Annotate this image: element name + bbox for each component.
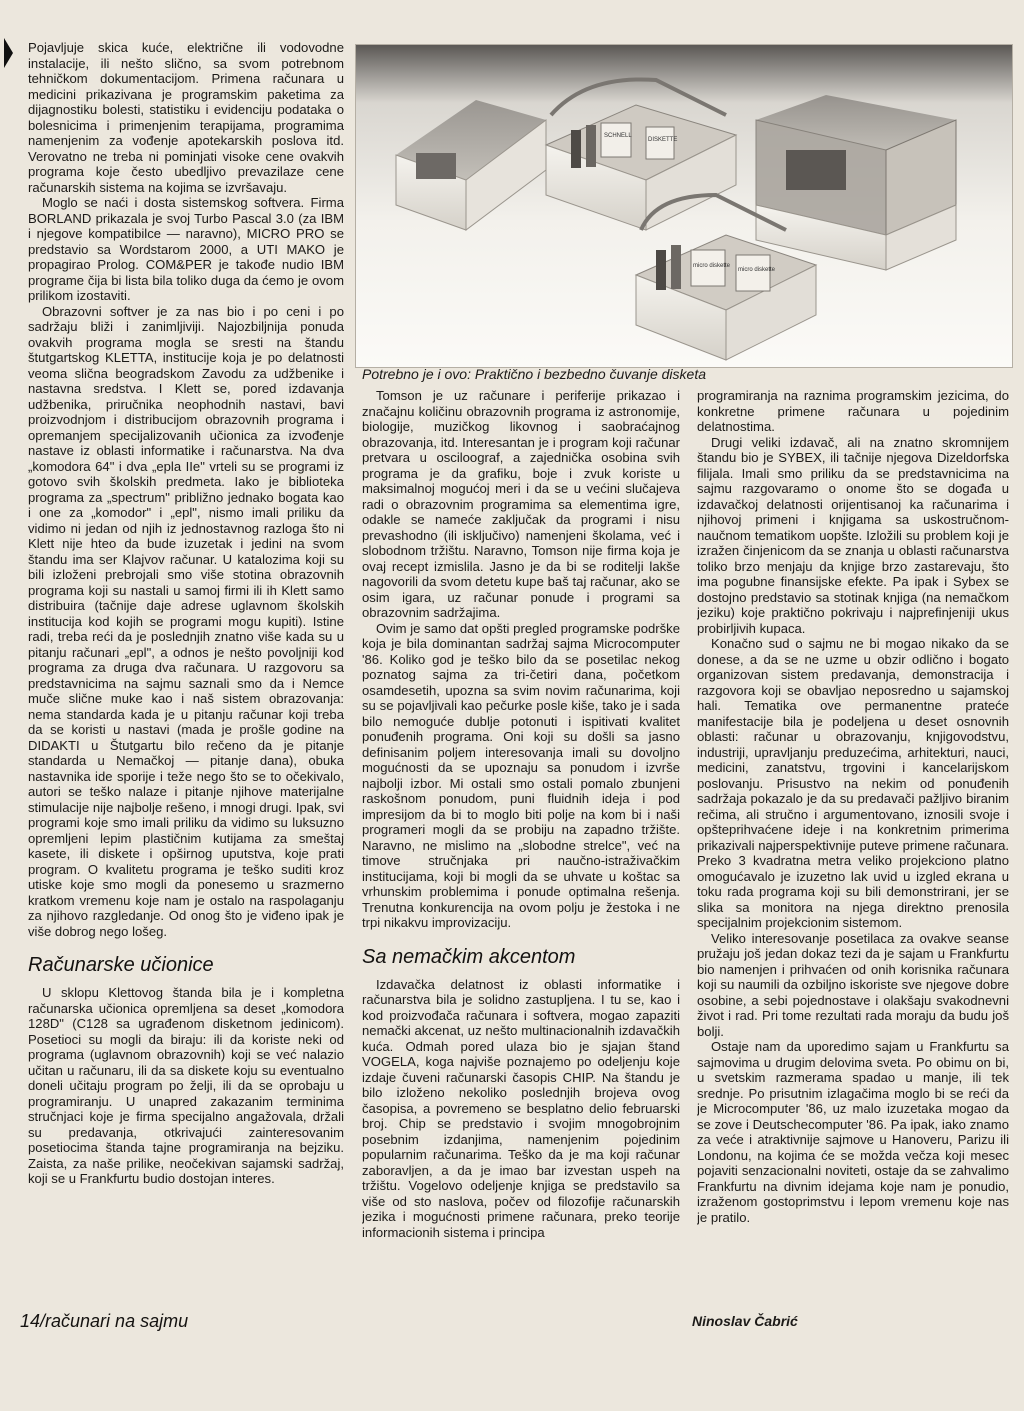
col3-paragraph-1: programiranja na raznima programskim jezicima, do konkretne primene računara u pojedinim delatnostima. xyxy=(697,388,1009,434)
col2-paragraph-1: Tomson je uz računare i periferije prikazao i značajnu količinu obrazovnih programa iz astronomije, biologije, muzičkog likovnog i saobraćajnog obrazovanja, itd. Interesantan je i program koji računar pretvara u osciloograf, a zajednička osobina svih programa je da grafiku, boje i zvuk koriste u maksimalnoj mogućoj meri i da se u većini slučajeva radi o obrazovnim programima sa elementima igre, odakle se namеće zaključak da programi i nisu prevashodno (ili isključivo) namenjeni školama, već i slobodnom tržištu. Naravno, Tomson nije firma koja je ovaj recept izmislila. Jasno je da bi se roditelji lakše nagovorili da svom detetu kupe baš taj računar, ako se osim igara, uz računar ponude i programi sa obrazovnim sadržajima. xyxy=(362,388,680,620)
photo-caption: Potrebno je i ovo: Praktično i bezbedno čuvanje disketa xyxy=(362,366,706,382)
col2-paragraph-2: Ovim je samo dat opšti pregled programske podrške koja je bila dominantan sadržaj sajma Microcomputer '86. Koliko god je teško bilo da se posetilac nekog poznatog sajma za tri-četiri dana, početkom osamdesetih, upozna sa svim novim računarima, koji su se pojavljivali kao pečurke posle kiše, tako je i sada bilo nemoguće dublje potonuti i ispitivati kvalitet ponuđenih programa. Oni koji su došli sa jasno definisanim poljem interesovanja imali su dovoljno mogućnosti da se upoznaju sa ponudom i izvrše najbolji izbor. Mi ostali smo ostali pomalo zbunjeni raskošnom ponudom, puni fluidnih ideja i pod impresijom da bi to moglo biti polje na kom bi i naši programeri mogli da se probiju na zapadno tržište. Naravno, ne mislimo na „slobodne strelce", već na timove stručnjaka pri naučno-istraživačkim institucijama, koji bi mogli da se uhvate u koštac sa vrhunskim problemima i ponude optimalna rešenja. Trenutna konkurencija na ovom polju je žestoka i ne trpi nikakvu improvizaciju. xyxy=(362,620,680,930)
column-1 xyxy=(28,40,344,1302)
col3-paragraph-2: Drugi veliki izdavač, ali na znatno skromnijem štandu bio je SYBEX, ili tačnije njegova Dizeldorfska filijala. Imali smo priliku da se predstavnicima na sajmu razgovaramo o onome što se događa u izdavačkoj delatnosti orijentisanoj ka računarima i njihovoj primeni i knjigama sa uskostručnom-naučnom tematikom uopšte. Izložili su problem koji je izražen činjenicom da se znanja u oblasti računarstva toliko brzo menjaju da knjige brzo zastarevaju, što ima pogubne finansijske efekte. Pa ipak i Sybex se dostojno predstavio sa stotinak knjiga (na nemačkom jeziku) koje praktično pokrivaju i najprefinjeniji ukus probirljivih kupaca. xyxy=(697,434,1009,636)
col3-paragraph-4: Veliko interesovanje posetilaca za ovakve seanse pružaju još jedan dokaz tezi da je sajam u Frankfurtu bio namenjen i prihvaćen od onih korisnika računara koji su naumili da ozbiljno iskoriste sve njegove dobre osobine, a sebi pojednostave i olakšaju svakodnevni život i rad. Pri tome rezultati rada moraju da budu još bolji. xyxy=(697,930,1009,1039)
diskette-label-d: DISKETTE xyxy=(648,137,678,143)
column-3 xyxy=(697,388,1009,1306)
col3-paragraph-3: Konačno sud o sajmu ne bi mogao nikako da se donese, a da se ne uzme u obzir odlično i bogato organizovan sistem predavanja, demonstracija i razgovora koji se obavljao neposredno u sajamskoj hali. Tematika ove permanentne prateće manifestacije bila je podeljena u deset osnovnih oblasti: računar u obrazovanju, knjigovodstvu, industriji, upravljanju preduzećima, arhitekturi, nauci, medicini, zanatstvu, trgovini i kancelarijskom poslovanju. Prisustvo na nekim od ponuđenih sadržaja pokazalo je da su predavači pažljivo biranim rečima, ali stručno i argumentovano, iznosili svoje i opšteprihvaćene ideje i na konkretnim primerima prikazivali najperspektivnije puteve primene računara. Preko 3 kvadratna metra veliko projekciono platno omogućavalo je izuzetno lak uvid u izgled ekrana u toku rada programa koji su bili demonstrirani, jer se slika sa monitora na njega direktno prenosila specijalnim projekcionim sistemom. xyxy=(697,636,1009,930)
diskette-boxes-illustration xyxy=(356,45,1012,367)
col2-paragraph-3: Izdavačka delatnost iz oblasti informatike i računarstva bila je solidno zastupljena. I tu se, kao i kod proizvođača računara i softvera, mogao zapaziti nemački akcenat, uz nešto multinacionalnih izdavačkih kuća. Odmah pored ulaza bio je sjajan štand VOGELA, koga najviše poznajemo po odeljenju koje izdaje čuveni računarski časopis CHIP. Na štandu je bilo izloženo nekoliko poslednjih brojeva ovog časopisa, a povremeno se besplatno delio februarski broj. Chip se predstavio i svojim mnogobrojnim posebnim izdanjima, namenjenim pojedinim popularnim računarima. Teško da je ma koji računar zaboravljen, a da je imao bar izvestan uspeh na tržištu. Vogelovo odeljenje knjiga se predstavilo sa više od sto naslova, počev od filozofije računarskih jezika i mogućnosti primene računara, preko teorije informacionih sistema i principa xyxy=(362,976,680,1240)
section-heading-sa-nemackim-akcentom: Sa nemačkim akcentom xyxy=(362,945,576,968)
col1-paragraph-1: Pojavljuje skica kuće, električne ili vodovodne instalacije, ili nešto slično, sa svom potrebnom tehničkom dokumentacijom. Primena računara u medicini prikazivana je programskim paketima za dijagnostiku bolesti, statistiku i evidenciju podataka o bolesnicima i primenjenim terapijama, programima namenjenim za vođenje apotekarskih poslova itd. Verovatno ne treba ni pominjati visoke cene ovakvih programa koje često ubedljivo prevazilaze cene računarskih sistema na kojima se izvršavaju. xyxy=(28,40,344,195)
author-signature: Ninoslav Čabrić xyxy=(692,1313,798,1329)
col3-paragraph-5: Ostaje nam da uporedimo sajam u Frankfurtu sa sajmovima u drugim delovima sveta. Po obimu on bi, u svetskim razmerama spadao u manje, ili tek srednje. Po prisutnim izlagačima moglo bi se reći da je Microcomputer '86, uz malo izuzetaka mogao da se zove i Deutschecomputer '86. Pa ipak, iako znamo za veće i atraktivnije sajmove u Hanoveru, Parizu ili Londonu, na kojima će se možda večza koji mesec pojaviti senzacionalni noviteti, ostaje da se zahvalimo Frankfurtu na divnim idejama koje nam je ponudio, izraženom gostoprimstvu i lepom vremenu koje nas je pratilo. xyxy=(697,1039,1009,1225)
page-footer-label: 14/računari na sajmu xyxy=(20,1311,189,1331)
article-continuation-marker xyxy=(4,38,13,68)
section-heading-racunarske-ucionice: Računarske učionice xyxy=(28,954,214,976)
col1-paragraph-4: U sklopu Klettovog štanda bila je i kompletna računarska učionica opremljena sa deset „komodora 128D" (C128 sa ugrađenom disketnom jedinicom). Posetioci su mogli da biraju: ili da koriste neki od programa (uglavnom obrazovnih) koji se već nalazio učitan u računaru, ili da sa diskete koju su eventualno doneli učitaju program po želji, ili da se oprobaju u programiranju. U unapred zakazanim terminima stručnjaci koje je firma specijalno angažovala, držali su predavanja, otkrivajući zainteresovanim posetiocima štanda tajne programiranja na bejziku. Zaista, za naše prilike, neočekivan sajamski sadržaj, koji se u Frankfurtu budio dostojan interes. xyxy=(28,985,344,1186)
diskette-boxes-photo xyxy=(355,44,1013,368)
col1-paragraph-3: Obrazovni softver je za nas bio i po ceni i po sadržaju bliži i zanimljiviji. Najozbiljnija ponuda ovakvih programa mogla se sresti na štandu štutgartskog KLETTA, institucije koja je po delatnosti veoma slična beogradskom Zavodu za udžbenike i nastavna sredstva. I Klett se, pored izdavanja udžbenika, priručnika neophodnih nastavi, bavi proizvodnjom i distribucijom obrazovnih programa i opremanjem specijalizovanih učionica za izvođenje nastave iz oblasti informatike i računarstva. Na dva „komodora 64" i dva „epla IIe" vrteli su se programi iz gotovo svih školskih predmeta. Iako je biblioteka programa za „spectrum" približno jednako bogata kao i one za „komodor" i „epl", nismo imali priliku da vidimo ni jedan od njih iz jednostavnog razloga što ni Klett nije hteo da bude izuzetak i jedini na svom štandu ima ser Klajvov računar. U katalozima koji su bili izloženi prebrojali smo više stotina obrazovnih programa koji su nastali u samoj firmi ili ih Klett samo distribuira (tačnije daje adrese uglavnom školskih institucija kod kojih se programi mogu kupiti). Istine radi, treba reći da je poslednjih znatno više kada su u pitanju računari „epl", a odnos je nešto povoljniji kod programa za druga dva računara. U razgovoru sa predstavnicima na sajmu saznali smo da i Nemce muče slične muke kao i naš sistem obrazovanja: nema standarda kada je u pitanju računar koji treba da se koristi u nastavi (mada je prošle godine na DIDAKTI u Štutgartu bilo rečeno da je pitanje standarda u Nemačkoj — pitanje dana), obuka nastavnika ide sporije i teže nego što se to očekivalo, autori se teško nalaze i pitanje njihove materijalne stimulacije nije najbolje rešeno, i mnogi drugi. Ipak, svi programi koje smo imali priliku da vidimo su luksuzno opremljeni lepim plastičnim kutijama za smeštaj kasete, ili diskete i opširnog uputstva, koje prati program. O kvalitetu programa je teško suditi kroz utiske koje smo mogli da ponesemo u srazmerno kratkom vremenu koje nam je ostalo na raspolaganju za njihovo razgledanje. Od onog što je viđeno ipak je više dobrog nego lošeg. xyxy=(28,303,344,939)
diskette-label-c: micro diskette xyxy=(738,267,776,273)
diskette-box-right xyxy=(756,95,956,270)
diskette-label-a: SCHNELL xyxy=(604,133,632,139)
col1-paragraph-2: Moglo se naći i dosta sistemskog softvera. Firma BORLAND prikazala je svoj Turbo Pascal 3.0 (za IBM i njegove kompatibilce — naravno), MICRO PRO se predstavio sa Wordstarom 2000, a UTI MAKO je propagirao Prolog. COM&PER je takođe nudio IBM programe čija bi lista bila toliko duga da ćemo je ovom prilikom izostaviti. xyxy=(28,195,344,303)
diskette-box-center xyxy=(546,79,736,230)
diskette-box-left xyxy=(396,100,546,230)
column-2 xyxy=(362,388,680,1335)
diskette-label-b: micro diskette xyxy=(693,263,731,269)
